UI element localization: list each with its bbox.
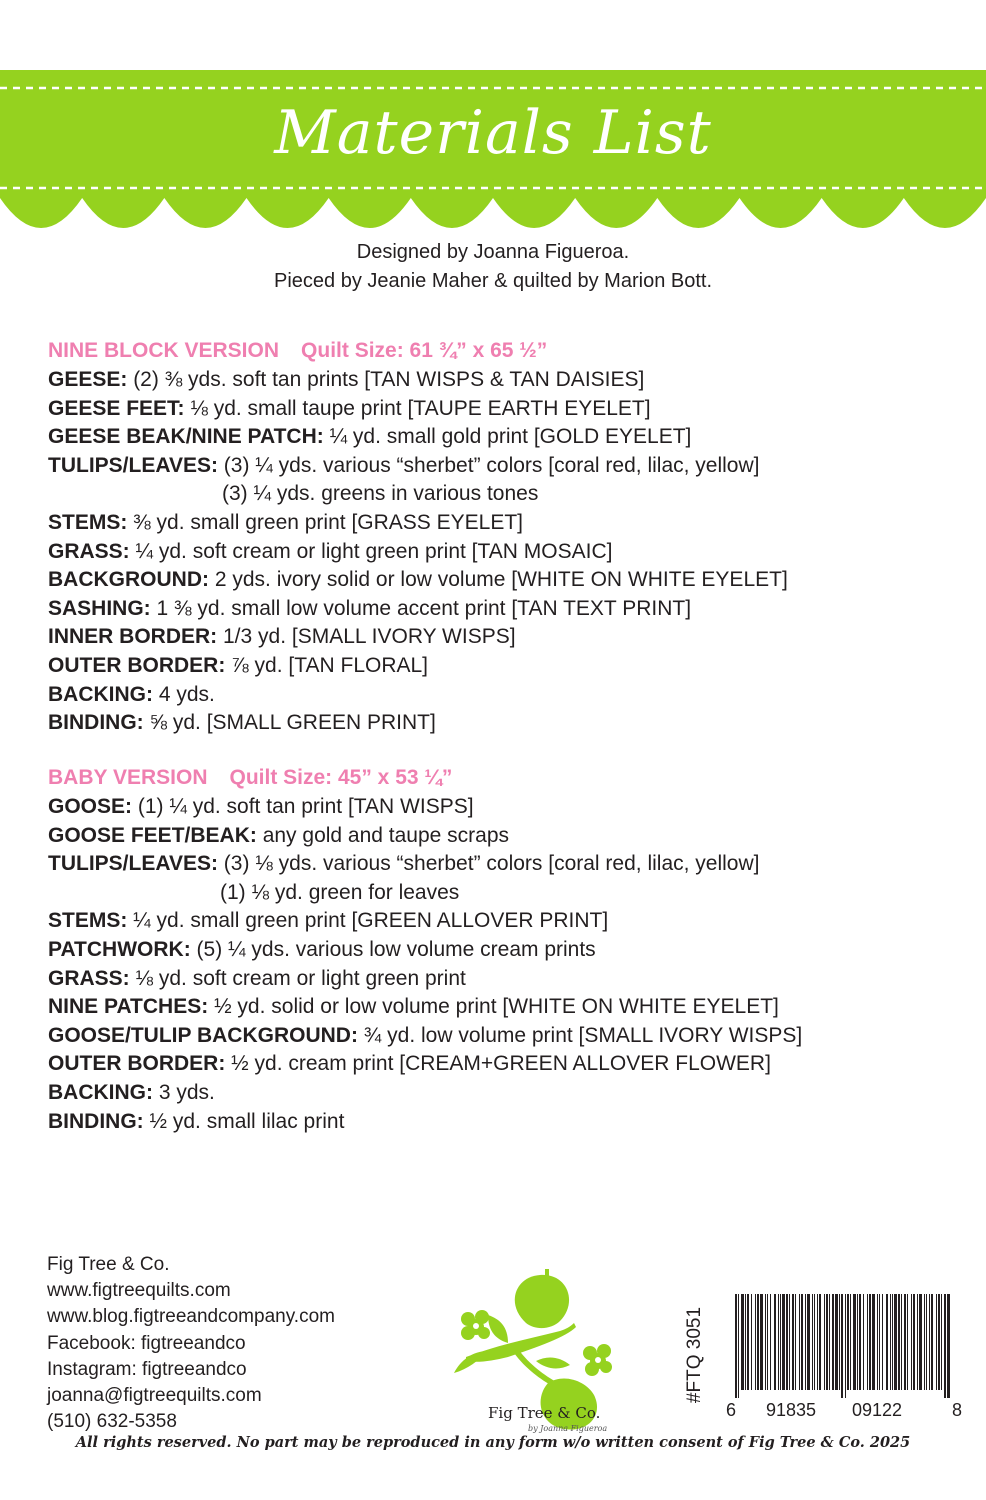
barcode-bar <box>877 1294 878 1390</box>
baby-section <box>48 763 978 1136</box>
material-label: BINDING: <box>48 1109 144 1133</box>
barcode-bar <box>819 1294 821 1390</box>
material-label: GRASS: <box>48 539 130 563</box>
barcode-bar <box>898 1294 900 1390</box>
material-label: NINE PATCHES: <box>48 995 209 1019</box>
contact-info <box>47 1252 335 1435</box>
barcode-bar <box>890 1294 891 1390</box>
copyright-notice: All rights reserved. No part may be reproduced in any form w/o written consent of Fig Tree & Co. 2025 <box>75 1434 911 1451</box>
barcode-bar <box>913 1294 915 1390</box>
barcode-bar <box>859 1294 861 1390</box>
barcode-bar <box>832 1294 834 1390</box>
material-label: GRASS: <box>48 966 130 990</box>
barcode-bar <box>924 1294 925 1390</box>
material-label: BACKING: <box>48 1080 153 1104</box>
barcode-bar <box>911 1294 912 1390</box>
materials-list <box>48 366 978 738</box>
barcode-bar <box>872 1294 875 1390</box>
barcode-bar <box>936 1294 937 1390</box>
material-label: BACKING: <box>48 682 153 706</box>
quilt-size: Quilt Size: 45” x 53 ¼” <box>229 766 453 789</box>
barcode-digits-right: 09122 <box>852 1400 903 1420</box>
barcode-bar <box>778 1294 779 1390</box>
barcode-bar <box>845 1294 846 1398</box>
material-detail: 3 yds. <box>153 1080 215 1104</box>
material-label: OUTER BORDER: <box>48 653 226 677</box>
material-row <box>48 993 978 1022</box>
barcode-bar <box>824 1294 825 1390</box>
material-row <box>48 423 978 452</box>
blog-link[interactable]: www.blog.figtreeandcompany.com <box>47 1306 335 1328</box>
barcode-digits-left: 91835 <box>766 1400 817 1420</box>
material-detail: ½ yd. cream print [CREAM+GREEN ALLOVER FLOWER] <box>225 1052 771 1076</box>
barcode-bar <box>786 1294 788 1390</box>
material-detail: ½ yd. solid or low volume print [WHITE ON WHITE EYELET] <box>208 995 779 1019</box>
barcode-bar <box>770 1294 771 1390</box>
material-label: OUTER BORDER: <box>48 1052 226 1076</box>
barcode-bar <box>886 1294 888 1390</box>
material-label: GEESE: <box>48 368 128 391</box>
material-detail: ¾ yd. low volume print [SMALL IVORY WISPS] <box>357 1023 803 1047</box>
material-detail: ⅞ yd. [TAN FLORAL] <box>225 653 429 677</box>
piecing-credit: Pieced by Jeanie Maher & quilted by Marion Bott. <box>273 270 713 292</box>
barcode-bar <box>907 1294 908 1390</box>
material-row <box>48 681 978 710</box>
barcode-bar <box>767 1294 768 1390</box>
quilt-size: Quilt Size: 61 ¾” x 65 ½” <box>301 339 548 362</box>
material-label: BACKGROUND: <box>48 568 209 592</box>
material-detail: (3) ¼ yds. greens in various tones <box>222 482 539 506</box>
material-row <box>48 395 978 424</box>
material-row <box>48 538 978 567</box>
barcode-bar <box>801 1294 803 1390</box>
barcode-bar <box>904 1294 906 1390</box>
material-detail: ⅜ yd. small green print [GRASS EYELET] <box>127 510 524 534</box>
barcode-bar <box>747 1294 749 1390</box>
barcode-bar <box>847 1294 849 1390</box>
material-row <box>48 623 978 652</box>
barcode-bar <box>919 1294 922 1390</box>
barcode-bar <box>745 1294 746 1390</box>
material-detail: 2 yds. ivory solid or low volume [WHITE ON WHITE EYELET] <box>209 568 788 592</box>
material-detail: ¼ yd. small gold print [GOLD EYELET] <box>323 425 692 449</box>
material-detail: (5) ¼ yds. various low volume cream prints <box>190 937 596 961</box>
barcode-bar <box>839 1294 840 1390</box>
barcode-bar <box>869 1294 871 1390</box>
barcode-bar <box>741 1294 744 1390</box>
version-name: BABY VERSION <box>48 766 208 789</box>
material-label: PATCHWORK: <box>48 937 191 961</box>
barcode-bar <box>917 1294 918 1390</box>
material-row <box>48 566 978 595</box>
barcode-bar <box>850 1294 851 1390</box>
barcode-bar <box>853 1294 856 1390</box>
credits <box>0 238 986 296</box>
barcode-digit-lead: 6 <box>726 1400 737 1420</box>
material-detail: (3) ¼ yds. various “sherbet” colors [coral red, lilac, yellow] <box>217 453 760 477</box>
material-row <box>48 709 978 738</box>
website-link[interactable]: www.figtreequilts.com <box>47 1280 231 1302</box>
barcode-bar <box>867 1294 868 1390</box>
barcode-bar <box>755 1294 756 1390</box>
material-label: STEMS: <box>48 510 128 534</box>
barcode-bar <box>944 1294 946 1398</box>
barcode-digit-check: 8 <box>952 1400 963 1420</box>
barcode-bar <box>835 1294 838 1390</box>
material-detail: ⅛ yd. soft cream or light green print <box>129 966 466 990</box>
material-label: GOOSE FEET/BEAK: <box>48 823 257 847</box>
barcode-bar <box>795 1294 796 1390</box>
barcode-bar <box>735 1294 737 1398</box>
barcode-bar <box>841 1294 843 1398</box>
barcode-bar <box>805 1294 806 1390</box>
material-row <box>48 366 978 395</box>
barcode-bar <box>780 1294 781 1390</box>
material-row <box>48 452 978 481</box>
barcode-bar <box>941 1294 942 1390</box>
material-detail: 4 yds. <box>153 682 215 706</box>
barcode-bar <box>894 1294 897 1390</box>
barcode-bar <box>938 1294 940 1390</box>
material-detail: 1 ⅜ yd. small low volume accent print [TAN TEXT PRINT] <box>150 596 692 620</box>
designer-credit: Designed by Joanna Figueroa. <box>356 241 630 263</box>
barcode-graphic <box>735 1294 953 1398</box>
product-code: #FTQ 3051 <box>684 1306 705 1404</box>
material-row <box>48 907 978 936</box>
facebook-handle: Facebook: figtreeandco <box>47 1332 246 1354</box>
barcode-bar <box>738 1294 739 1398</box>
section-heading <box>48 763 978 793</box>
material-row <box>48 936 978 965</box>
material-label: INNER BORDER: <box>48 625 218 649</box>
material-detail: ⅛ yd. small taupe print [TAUPE EARTH EYELET] <box>184 396 651 420</box>
barcode-bar <box>765 1294 766 1390</box>
barcode-bar <box>947 1294 950 1398</box>
material-row <box>48 1079 978 1108</box>
barcode-bar <box>782 1294 785 1390</box>
barcode-bar <box>929 1294 930 1390</box>
page-title: Materials List <box>274 98 712 168</box>
material-row <box>48 480 978 509</box>
barcode-bar <box>879 1294 880 1390</box>
logo-name: Fig Tree & Co. <box>488 1404 601 1422</box>
material-row <box>48 850 978 879</box>
barcode-bar <box>892 1294 893 1390</box>
material-row <box>48 1022 978 1051</box>
material-detail: any gold and taupe scraps <box>256 823 510 847</box>
material-detail: ⅝ yd. [SMALL GREEN PRINT] <box>143 711 436 735</box>
logo-tagline: by Joanna Figueroa <box>528 1424 608 1433</box>
phone-number: (510) 632-5358 <box>47 1411 177 1433</box>
material-label: GEESE BEAK/NINE PATCH: <box>48 425 324 449</box>
instagram-handle: Instagram: figtreeandco <box>47 1358 247 1380</box>
material-detail: 1/3 yd. [SMALL IVORY WISPS] <box>217 625 516 649</box>
barcode-bar <box>757 1294 759 1390</box>
barcode-bar <box>812 1294 813 1390</box>
barcode-bar <box>760 1294 763 1390</box>
materials-list <box>48 793 978 1136</box>
material-row <box>48 793 978 822</box>
barcode-bar <box>799 1294 800 1390</box>
barcode-bar <box>814 1294 815 1390</box>
barcode-bar <box>829 1294 830 1390</box>
barcode-bar <box>751 1294 752 1390</box>
material-detail: (1) ¼ yd. soft tan print [TAN WISPS] <box>132 795 474 818</box>
barcode-bar <box>817 1294 818 1390</box>
barcode-bar <box>926 1294 927 1390</box>
section-heading <box>48 336 978 366</box>
material-label: TULIPS/LEAVES: <box>48 453 218 477</box>
material-label: GEESE FEET: <box>48 396 185 420</box>
barcode-bar <box>789 1294 790 1390</box>
material-label: TULIPS/LEAVES: <box>48 852 218 876</box>
barcode-bar <box>857 1294 858 1390</box>
barcode-digits <box>726 1398 964 1422</box>
material-row <box>48 595 978 624</box>
barcode-bar <box>901 1294 902 1390</box>
barcode-bar <box>774 1294 776 1390</box>
material-label: GOOSE/TULIP BACKGROUND: <box>48 1023 358 1047</box>
material-row <box>48 1050 978 1079</box>
barcode-bar <box>807 1294 810 1390</box>
material-detail: ¼ yd. small green print [GREEN ALLOVER PRINT] <box>127 909 609 933</box>
material-label: STEMS: <box>48 909 128 933</box>
barcode-bar <box>882 1294 883 1390</box>
email-link[interactable]: joanna@figtreequilts.com <box>47 1385 262 1407</box>
material-detail: (3) ⅛ yds. various “sherbet” colors [coral red, lilac, yellow] <box>217 852 760 876</box>
material-row <box>48 652 978 681</box>
company-name: Fig Tree & Co. <box>47 1254 170 1275</box>
material-row <box>48 879 978 908</box>
material-detail: (1) ⅛ yd. green for leaves <box>220 880 460 904</box>
material-row <box>48 509 978 538</box>
nine-block-section <box>48 336 978 738</box>
material-label: SASHING: <box>48 596 151 620</box>
barcode-bar <box>792 1294 794 1390</box>
barcode-bar <box>931 1294 933 1390</box>
material-detail: ¼ yd. soft cream or light green print [TAN MOSAIC] <box>129 539 613 563</box>
barcode-bar <box>863 1294 864 1390</box>
barcode-bar <box>826 1294 828 1390</box>
material-label: GOOSE: <box>48 795 133 818</box>
material-detail: ½ yd. small lilac print <box>143 1109 345 1133</box>
material-detail: (2) ⅜ yds. soft tan prints [TAN WISPS & TAN DAISIES] <box>127 368 645 391</box>
materials-banner <box>0 0 986 240</box>
material-row <box>48 822 978 851</box>
material-label: BINDING: <box>48 711 144 735</box>
version-name: NINE BLOCK VERSION <box>48 339 280 362</box>
material-row <box>48 1108 978 1137</box>
material-row <box>48 965 978 994</box>
